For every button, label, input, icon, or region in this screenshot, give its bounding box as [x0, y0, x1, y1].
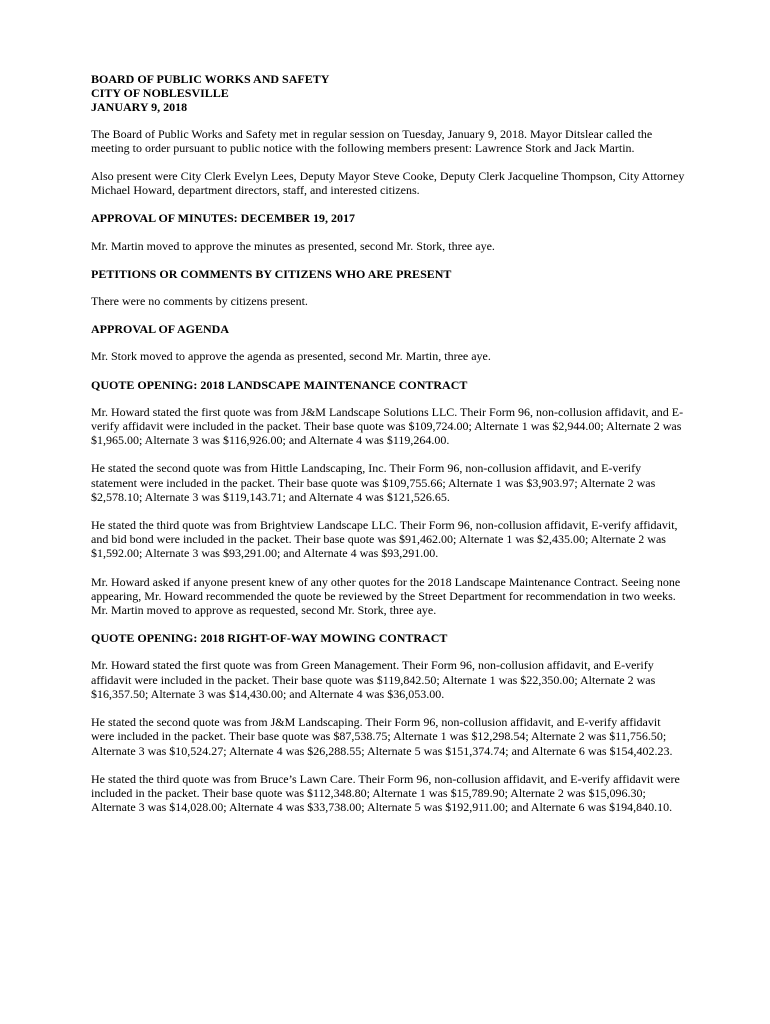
- agenda-heading: APPROVAL OF AGENDA: [91, 322, 230, 337]
- city-title: CITY OF NOBLESVILLE: [91, 86, 229, 101]
- document-header: [91, 72, 686, 115]
- agenda-text: Mr. Stork moved to approve the agenda as presented, second Mr. Martin, three aye.: [91, 349, 491, 364]
- board-title: BOARD OF PUBLIC WORKS AND SAFETY: [91, 72, 330, 86]
- mowing-paragraph-2: He stated the second quote was from J&M Landscaping. Their Form 96, non-collusion affidavit, and E-verify affidavit were included in the packet. Their base quote was $87,538.75; Alternate 1 was $12,298.54; Alternate 2 was $11,756.50; Alternate 3 was $10,524.27; Alternate 4 was $26,288.55; Alternate 5 was $151,374.74; and Alternate 6 was $154,402.23.: [91, 715, 673, 758]
- mowing-paragraph-1: Mr. Howard stated the first quote was from Green Management. Their Form 96, non-collusion affidavit, and E-verify affidavit were included in the packet. Their base quote was $119,842.50; Alternate 1 was $22,350.00; Alternate 2 was $16,357.50; Alternate 3 was $14,430.00; and Alternate 4 was $36,053.00.: [91, 658, 656, 701]
- intro-paragraph-2: Also present were City Clerk Evelyn Lees, Deputy Mayor Steve Cooke, Deputy Clerk Jacqueline Thompson, City Attorney Michael Howard, department directors, staff, and interested citizens.: [91, 169, 685, 198]
- landscape-paragraph-4: Mr. Howard asked if anyone present knew of any other quotes for the 2018 Landscape Maintenance Contract. Seeing none appearing, Mr. Howard recommended the quote be reviewed by the Street Department for recommendation in two weeks. Mr. Martin moved to approve as requested, second Mr. Stork, three aye.: [91, 574, 681, 618]
- landscape-heading: QUOTE OPENING: 2018 LANDSCAPE MAINTENANCE CONTRACT: [91, 377, 468, 392]
- mowing-paragraph-3: He stated the third quote was from Bruce’s Lawn Care. Their Form 96, non-collusion affidavit, and E-verify affidavit were included in the packet. Their base quote was $112,348.80; Alternate 1 was $15,789.90; Alternate 2 was $15,096.30; Alternate 3 was $14,028.00; Alternate 4 was $33,738.00; Alternate 5 was $192,911.00; and Alternate 6 was $194,840.10.: [91, 771, 680, 815]
- petitions-text: There were no comments by citizens present.: [91, 294, 308, 309]
- landscape-paragraph-2: He stated the second quote was from Hittle Landscaping, Inc. Their Form 96, non-collusion affidavit, and E-verify statement were included in the packet. Their base quote was $109,755.66; Alternate 1 was $3,903.97; Alternate 2 was $2,578.10; Alternate 3 was $119,143.71; and Alternate 4 was $121,526.65.: [91, 461, 656, 504]
- meeting-date: JANUARY 9, 2018: [91, 100, 188, 115]
- intro-paragraph-1: The Board of Public Works and Safety met in regular session on Tuesday, January 9, 2018. Mayor Ditslear called the meeting to order pursuant to public notice with the following members present: Lawrence Stork and Jack Martin.: [91, 126, 653, 155]
- minutes-text: Mr. Martin moved to approve the minutes as presented, second Mr. Stork, three aye.: [91, 238, 495, 253]
- landscape-paragraph-1: Mr. Howard stated the first quote was from J&M Landscape Solutions LLC. Their Form 96, non-collusion affidavit, and E-verify affidavit were included in the packet. Their base quote was $109,724.00; Alternate 1 was $2,944.00; Alternate 2 was $1,965.00; Alternate 3 was $116,926.00; and Alternate 4 was $119,264.00.: [91, 404, 684, 448]
- minutes-heading: APPROVAL OF MINUTES: DECEMBER 19, 2017: [91, 211, 356, 226]
- landscape-paragraph-3: He stated the third quote was from Brightview Landscape LLC. Their Form 96, non-collusion affidavit, E-verify affidavit, and bid bond were included in the packet. Their base quote was $91,462.00; Alternate 1 was $2,435.00; Alternate 2 was $1,592.00; Alternate 3 was $93,291.00; and Alternate 4 was $93,291.00.: [91, 518, 678, 561]
- mowing-heading: QUOTE OPENING: 2018 RIGHT-OF-WAY MOWING CONTRACT: [91, 631, 448, 646]
- petitions-heading: PETITIONS OR COMMENTS BY CITIZENS WHO ARE PRESENT: [91, 266, 452, 281]
- document-body: [91, 72, 686, 828]
